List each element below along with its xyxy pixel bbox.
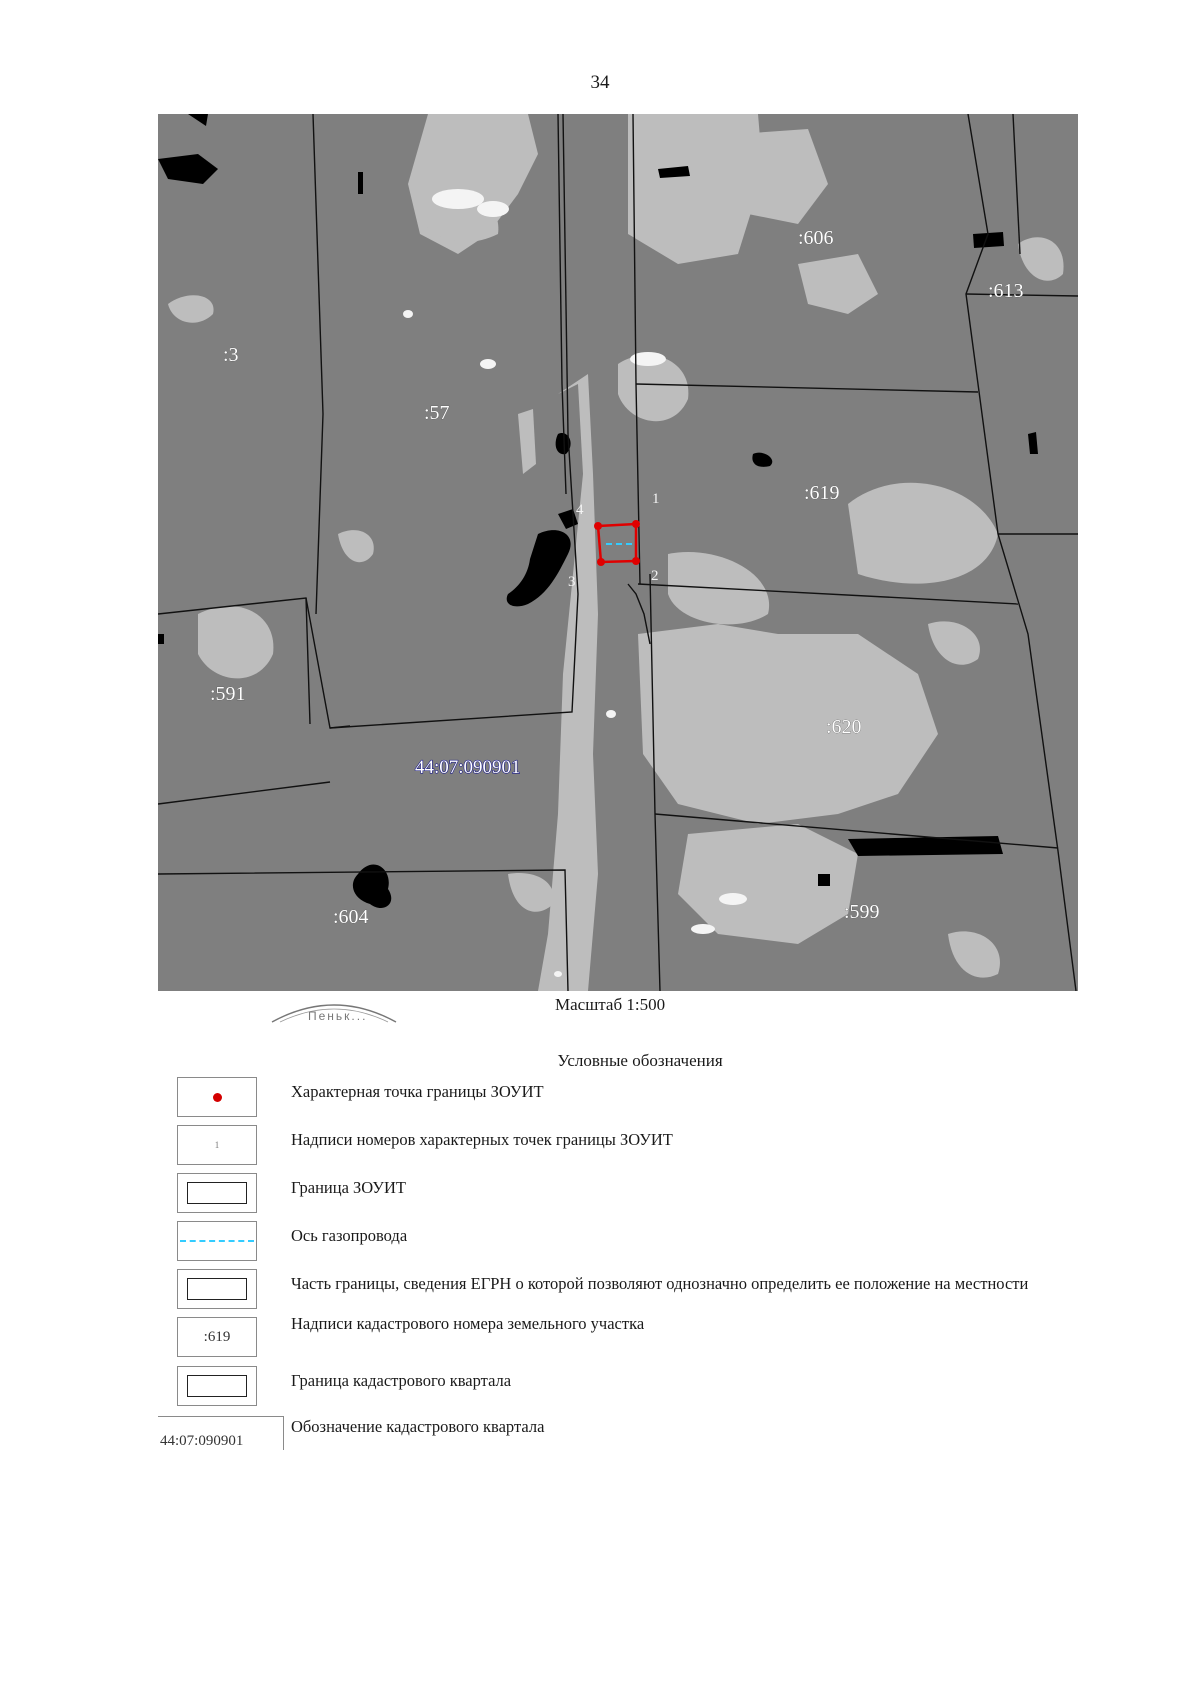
legend-item-zouit-point: [0, 1077, 1200, 1123]
legend-item-text: Надписи кадастрового номера земельного участка: [291, 1314, 645, 1333]
legend-item-text: Характерная точка границы ЗОУИТ: [291, 1082, 544, 1101]
stamp-icon: [268, 998, 400, 1024]
legend-symbol-box: [177, 1125, 257, 1165]
legend-item-cadastral-number: [0, 1314, 1200, 1363]
parcel-label-620: :620: [826, 716, 862, 738]
legend-symbol-box: [177, 1317, 257, 1357]
parcel-label-606: :606: [798, 227, 834, 249]
legend-item-gas-axis: [0, 1221, 1200, 1267]
point-label-2: 2: [651, 568, 659, 584]
parcel-label-57: :57: [424, 402, 450, 424]
red-dot-icon: [213, 1093, 222, 1102]
legend-item-text: Граница ЗОУИТ: [291, 1178, 406, 1197]
parcel-label-591: :591: [210, 683, 246, 705]
cadastral-number-sample: :619: [203, 1328, 231, 1345]
quarter-number-sample: 44:07:090901: [158, 1416, 284, 1450]
legend-title: Условные обозначения: [557, 1051, 723, 1070]
legend-item-text: Надписи номеров характерных точек границы ЗОУИТ: [291, 1130, 673, 1149]
point-number-sample: 1: [214, 1140, 220, 1150]
legend-symbol-box: [177, 1366, 257, 1406]
legend-symbol-box: [177, 1269, 257, 1309]
legend-item-text: Часть границы, сведения ЕГРН о которой позволяют однозначно определить ее положение на местности: [291, 1274, 1029, 1293]
boundary-rect-icon: [187, 1375, 247, 1397]
legend-item-point-numbers: [0, 1125, 1200, 1171]
map-scale: Масштаб 1:500: [555, 995, 666, 1014]
map-canvas: [158, 114, 1078, 991]
point-marker-2: [632, 557, 640, 565]
point-marker-3: [597, 558, 605, 566]
legend-symbol-box: [177, 1077, 257, 1117]
legend-item-quarter-label: [0, 1414, 1200, 1460]
parcel-label-599: :599: [844, 901, 880, 923]
cadastral-map: [158, 114, 1078, 991]
boundary-rect-icon: [187, 1278, 247, 1300]
boundary-rect-icon: [187, 1182, 247, 1204]
parcel-label-3: :3: [223, 344, 239, 366]
quarter-label: 44:07:090901: [415, 757, 521, 778]
legend-item-zouit-boundary: [0, 1173, 1200, 1219]
stamp-text: Пеньк...: [308, 1009, 368, 1023]
legend-item-text: Обозначение кадастрового квартала: [291, 1417, 545, 1436]
point-label-1: 1: [652, 491, 660, 507]
parcel-label-604: :604: [333, 906, 369, 928]
legend-item-text: Ось газопровода: [291, 1226, 408, 1245]
dashed-line-icon: [180, 1240, 254, 1242]
legend-symbol-box: [177, 1173, 257, 1213]
page-number: 34: [590, 72, 610, 93]
legend-symbol-box: [177, 1221, 257, 1261]
point-marker-4: [594, 522, 602, 530]
legend-item-quarter-boundary: [0, 1366, 1200, 1412]
parcel-label-619: :619: [804, 482, 840, 504]
point-marker-1: [632, 520, 640, 528]
legend-item-text: Граница кадастрового квартала: [291, 1371, 512, 1390]
stamp-seal: [268, 998, 400, 1024]
legend-item-egrn-boundary: [0, 1269, 1200, 1315]
parcel-label-613: :613: [988, 280, 1024, 302]
point-label-4: 4: [576, 502, 584, 518]
point-label-3: 3: [568, 574, 576, 590]
